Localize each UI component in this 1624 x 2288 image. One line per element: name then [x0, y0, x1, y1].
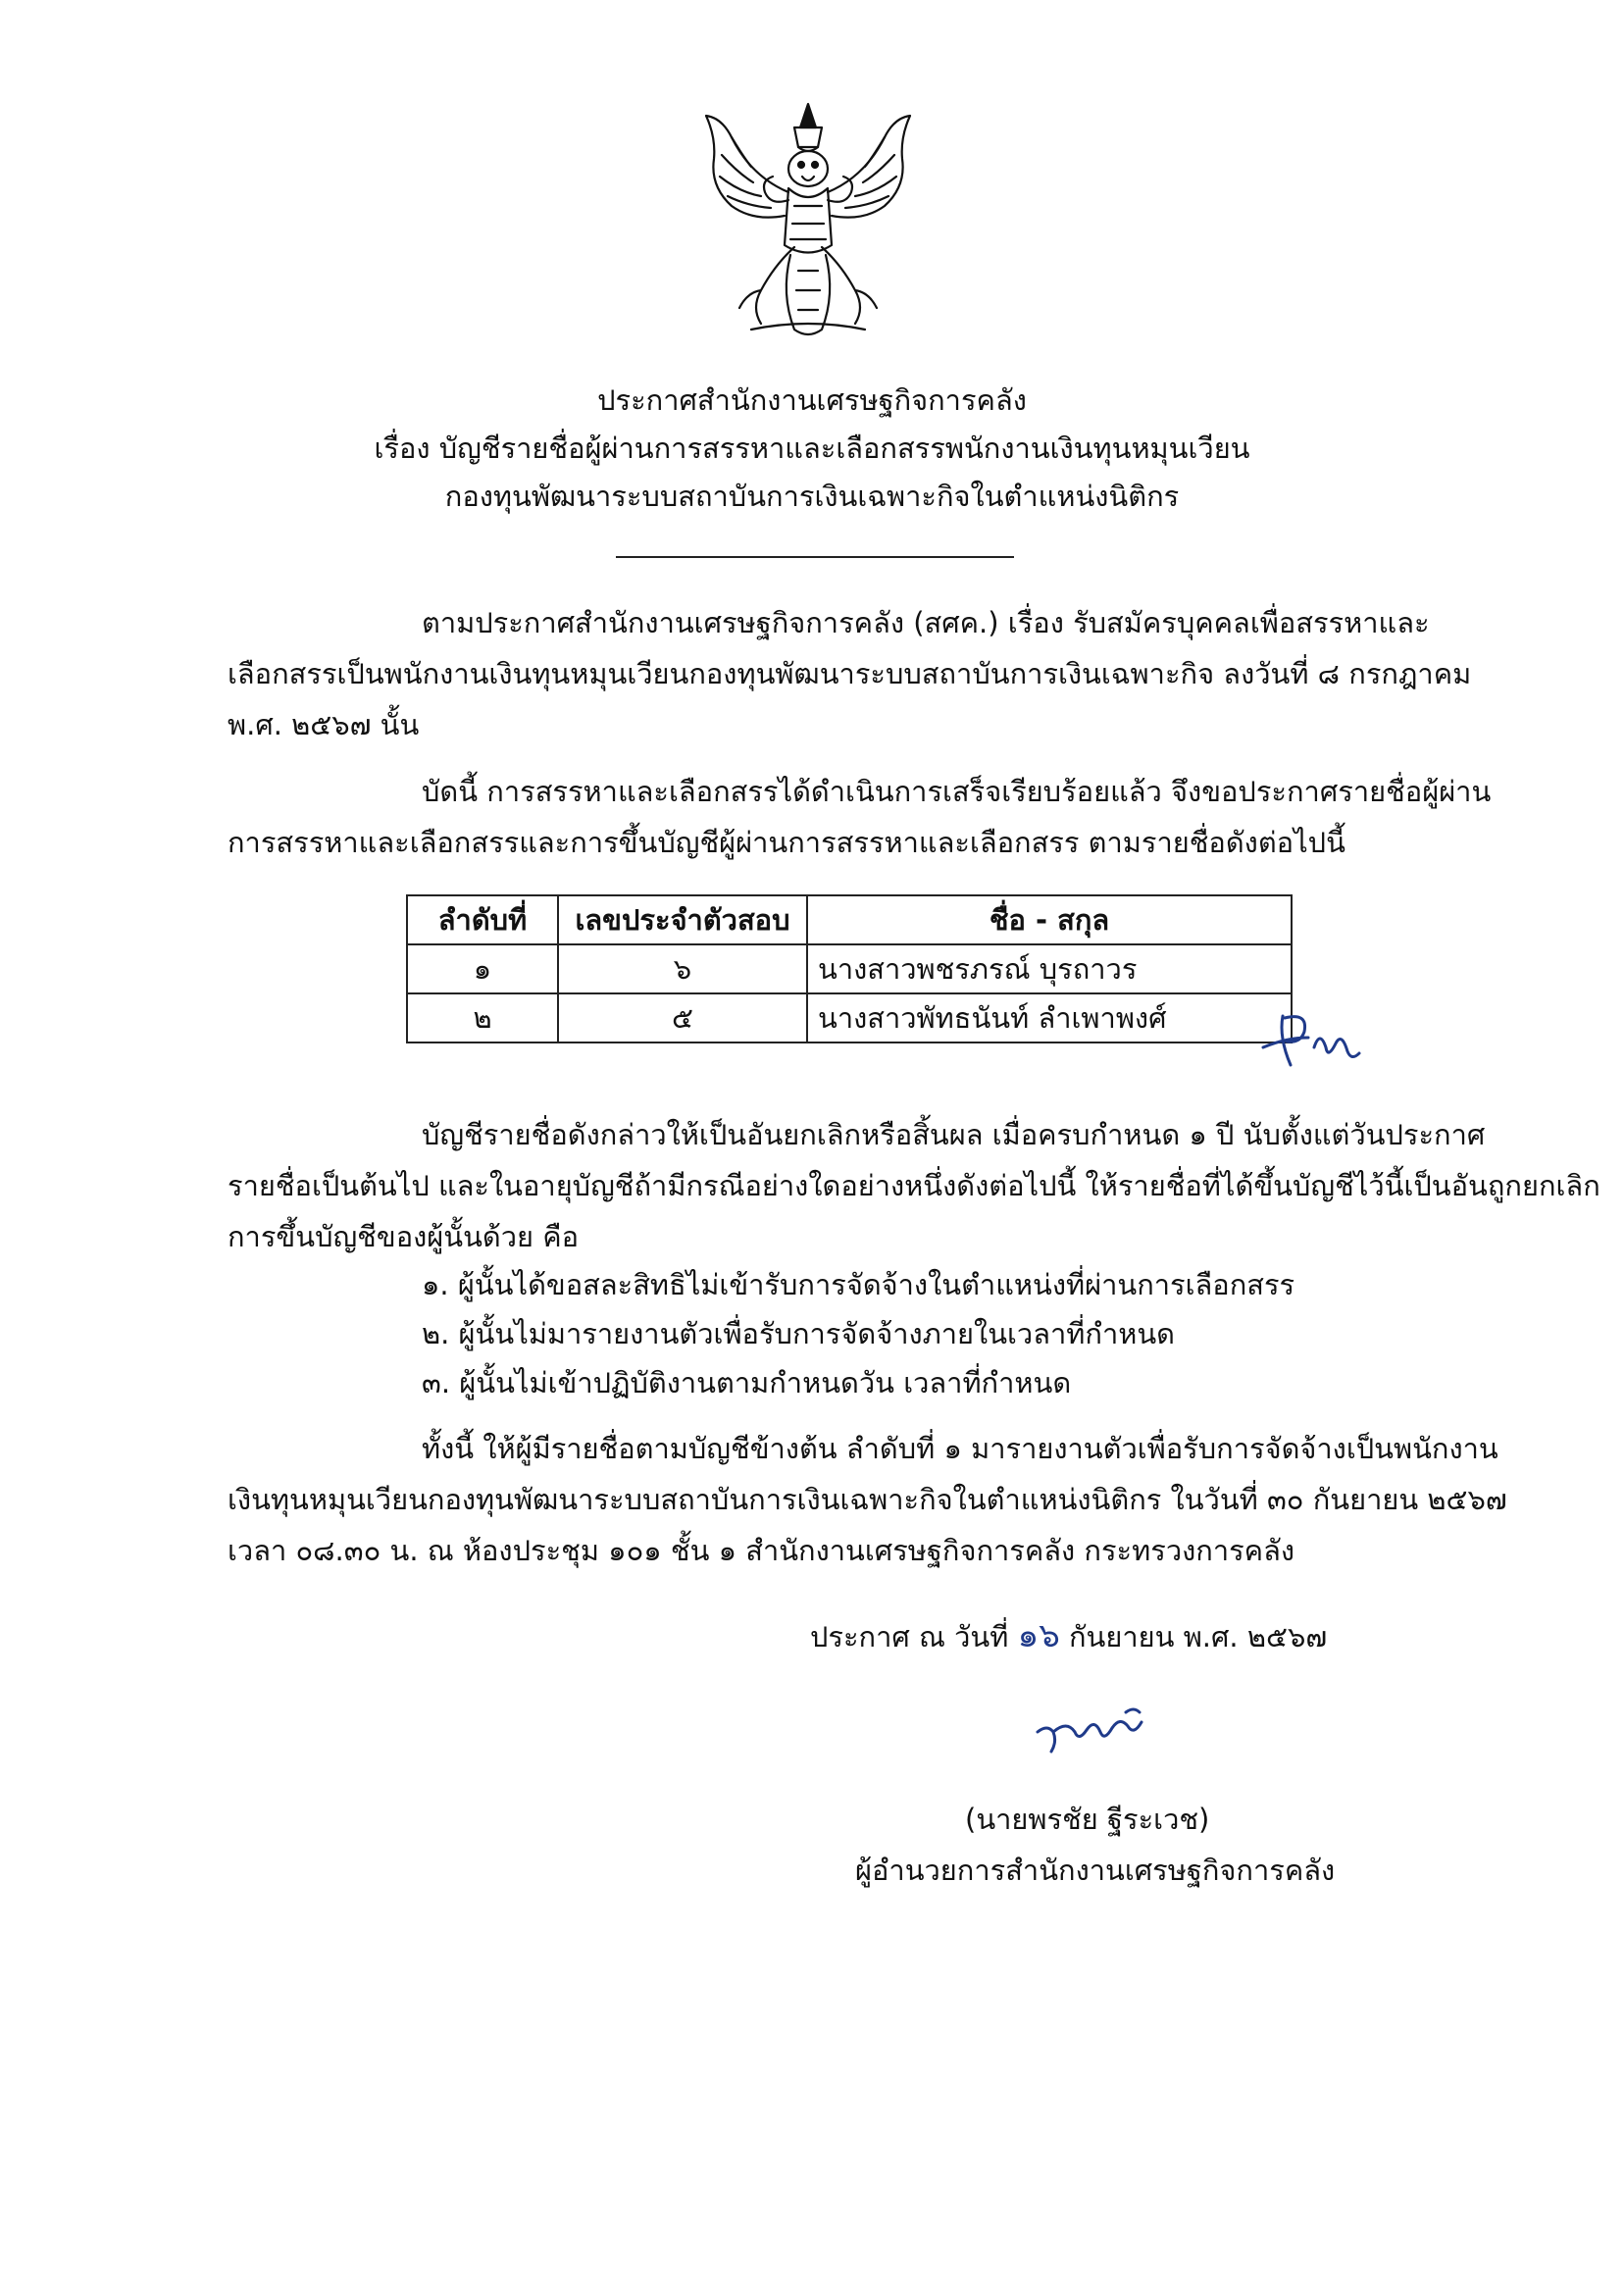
- para3-line3: การขึ้นบัญชีของผู้นั้นด้วย คือ: [228, 1220, 580, 1253]
- para4-line3: เวลา ๐๘.๓๐ น. ณ ห้องประชุม ๑๐๑ ชั้น ๑ สำนักงานเศรษฐกิจการคลัง กระทรวงการคลัง: [228, 1534, 1295, 1567]
- column-header-exam-id: เลขประจำตัวสอบ: [558, 895, 807, 944]
- para4-line2: เงินทุนหมุนเวียนกองทุนพัฒนาระบบสถาบันการเงินเฉพาะกิจในตำแหน่งนิติกร ในวันที่ ๓๐ กันยายน ๒๕๖๗: [228, 1483, 1507, 1516]
- cell-exam-id: ๕: [558, 993, 807, 1042]
- announcement-date-suffix: กันยายน พ.ศ. ๒๕๖๗: [1069, 1620, 1328, 1653]
- announcement-issuer: ประกาศสำนักงานเศรษฐกิจการคลัง: [597, 383, 1027, 417]
- para4-line1: ทั้งนี้ ให้ผู้มีรายชื่อตามบัญชีข้างต้น ลำดับที่ ๑ มารายงานตัวเพื่อรับการจัดจ้างเป็นพนักงาน: [422, 1432, 1498, 1465]
- cell-name: นางสาวพัทธนันท์ ลำเพาพงศ์: [807, 993, 1292, 1042]
- cell-order: ๑: [407, 944, 558, 993]
- table-row: [407, 944, 1292, 993]
- garuda-emblem-icon: [692, 98, 924, 343]
- condition-item: ๒. ผู้นั้นไม่มารายงานตัวเพื่อรับการจัดจ้างภายในเวลาที่กำหนด: [422, 1317, 1176, 1350]
- para2-line1: บัดนี้ การสรรหาและเลือกสรรได้ดำเนินการเสร็จเรียบร้อยแล้ว จึงขอประกาศรายชื่อผู้ผ่าน: [422, 775, 1492, 808]
- condition-item: ๑. ผู้นั้นได้ขอสละสิทธิไม่เข้ารับการจัดจ้างในตำแหน่งที่ผ่านการเลือกสรร: [422, 1268, 1295, 1301]
- para2-line2: การสรรหาและเลือกสรรและการขึ้นบัญชีผู้ผ่านการสรรหาและเลือกสรร ตามรายชื่อดังต่อไปนี้: [228, 826, 1345, 859]
- announcement-date: [810, 1608, 1327, 1661]
- cell-exam-id: ๖: [558, 944, 807, 993]
- cell-name: นางสาวพชรภรณ์ บุรถาวร: [807, 944, 1292, 993]
- header-divider: [616, 556, 1014, 558]
- announcement-date-prefix: ประกาศ ณ วันที่: [810, 1620, 1009, 1653]
- para1-line3: พ.ศ. ๒๕๖๗ นั้น: [228, 708, 420, 741]
- condition-item: ๓. ผู้นั้นไม่เข้าปฏิบัติงานตามกำหนดวัน เวลาที่กำหนด: [422, 1366, 1072, 1399]
- signatory-name: (นายพรชัย ฐีระเวช): [965, 1803, 1210, 1836]
- announcement-subject: เรื่อง บัญชีรายชื่อผู้ผ่านการสรรหาและเลือกสรรพนักงานเงินทุนหมุนเวียน: [374, 432, 1250, 465]
- director-signature: [1032, 1703, 1159, 1771]
- cell-order: ๒: [407, 993, 558, 1042]
- para1-line2: เลือกสรรเป็นพนักงานเงินทุนหมุนเวียนกองทุนพัฒนาระบบสถาบันการเงินเฉพาะกิจ ลงวันที่ ๘ กรกฎาคม: [228, 657, 1472, 690]
- announcement-day: ๑๖: [1017, 1616, 1060, 1655]
- announcement-subject-continued: กองทุนพัฒนาระบบสถาบันการเงินเฉพาะกิจในตำแหน่งนิติกร: [444, 480, 1180, 513]
- para1-line1: ตามประกาศสำนักงานเศรษฐกิจการคลัง (สศค.) เรื่อง รับสมัครบุคคลเพื่อสรรหาและ: [422, 606, 1430, 639]
- table-header-row: [407, 895, 1292, 944]
- table-row: [407, 993, 1292, 1042]
- column-header-order: ลำดับที่: [407, 895, 558, 944]
- signatory-title: ผู้อำนวยการสำนักงานเศรษฐกิจการคลัง: [855, 1854, 1336, 1887]
- para3-line1: บัญชีรายชื่อดังกล่าวให้เป็นอันยกเลิกหรือสิ้นผล เมื่อครบกำหนด ๑ ปี นับตั้งแต่วันประกาศ: [422, 1118, 1486, 1151]
- column-header-name: ชื่อ - สกุล: [807, 895, 1292, 944]
- para3-line2: รายชื่อเป็นต้นไป และในอายุบัญชีถ้ามีกรณีอย่างใดอย่างหนึ่งดังต่อไปนี้ ให้รายชื่อที่ได้ขึ้นบัญชีไว้นี้เป็นอันถูกยกเลิก: [228, 1169, 1600, 1202]
- candidate-table: [406, 894, 1293, 1043]
- initials-signature: [1257, 1008, 1365, 1071]
